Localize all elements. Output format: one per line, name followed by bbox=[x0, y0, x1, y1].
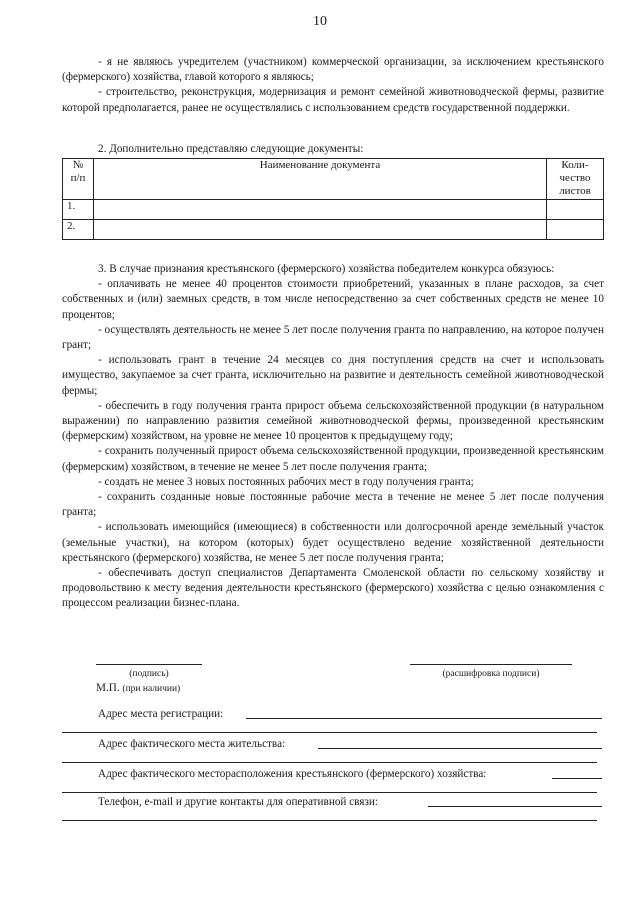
table-row bbox=[63, 220, 604, 240]
obligation-item: - сохранить созданные новые постоянные рабочие места в течение не менее 5 лет после получения гранта; bbox=[62, 491, 604, 519]
registration-address-label: Адрес места регистрации: bbox=[98, 708, 224, 720]
farm-location-field-2[interactable] bbox=[62, 792, 597, 793]
section-2-title: 2. Дополнительно представляю следующие документы: bbox=[98, 143, 364, 155]
obligation-item: - оплачивать не менее 40 процентов стоимости приобретений, указанных в плане расходов, за счет собственных и (или) заемных средств, в том числе непосредственно за счет собственных средств не менее 10 процентов; bbox=[62, 278, 604, 321]
row-sheet-count[interactable] bbox=[547, 200, 604, 220]
table-row bbox=[63, 200, 604, 220]
stamp-label: М.П. bbox=[96, 682, 120, 694]
obligation-item: - сохранить полученный прирост объема сельскохозяйственной продукции, произведенной крестьянским (фермерским) хозяйством, в течение не менее 5 лет после получения гранта; bbox=[62, 445, 604, 473]
row-number: 2. bbox=[63, 220, 94, 240]
stamp-note: (при наличии) bbox=[122, 684, 181, 694]
actual-residence-field-2[interactable] bbox=[62, 762, 597, 763]
row-number: 1. bbox=[63, 200, 94, 220]
actual-residence-field[interactable] bbox=[318, 748, 602, 749]
signature-label: (подпись) bbox=[129, 669, 169, 679]
obligation-item: - осуществлять деятельность не менее 5 лет после получения гранта по направлению, на которое получен грант; bbox=[62, 323, 604, 352]
intro-item-1: - я не являюсь учредителем (участником) коммерческой организации, за исключением крестьянского (фермерского) хозяйства, главой которого я являюсь; bbox=[62, 56, 604, 84]
intro-section bbox=[62, 55, 604, 116]
intro-item-2: - строительство, реконструкция, модернизация и ремонт семейной животноводческой фермы, развитие которой предполагается, ранее не осуществлялись с использованием средств государственной поддержки. bbox=[62, 86, 604, 114]
row-document-name[interactable] bbox=[94, 200, 547, 220]
signature-decode-label: (расшифровка подписи) bbox=[442, 669, 540, 679]
obligation-item: - обеспечить в году получения гранта прирост объема сельскохозяйственной продукции (в натуральном выражении) по направлению развития семейной животноводческой фермы, произведенной крестьянским (фермерским) хозяйством, на уровне не менее 10 процентов к предыдущему году; bbox=[62, 399, 604, 443]
signature-decode-line[interactable] bbox=[410, 664, 572, 665]
col-header-name: Наименование документа bbox=[94, 159, 547, 200]
phone-email-field-2[interactable] bbox=[62, 820, 597, 821]
registration-address-field[interactable] bbox=[246, 718, 602, 719]
col-header-number: № п/п bbox=[63, 159, 94, 200]
table-header-row bbox=[63, 159, 604, 200]
row-document-name[interactable] bbox=[94, 220, 547, 240]
stamp-block bbox=[96, 681, 180, 697]
section-3-title: 3. В случае признания крестьянского (фермерского) хозяйства победителем конкурса обязуюсь: bbox=[98, 263, 555, 275]
phone-email-field[interactable] bbox=[428, 806, 602, 807]
obligation-item: - обеспечивать доступ специалистов Департамента Смоленской области по сельскому хозяйству и продовольствию к месту ведения деятельности крестьянского (фермерского) хозяйства с целью ознакомления с процессом реализации бизнес-плана. bbox=[62, 567, 604, 610]
farm-location-label: Адрес фактического месторасположения крестьянского (фермерского) хозяйства: bbox=[98, 768, 487, 780]
obligation-item: - использовать грант в течение 24 месяцев со дня поступления средств на счет и использовать имущество, закупаемое за счет гранта, исключительно на развитие и деятельность семейной животноводческой фермы; bbox=[62, 354, 604, 397]
phone-email-label: Телефон, e-mail и другие контакты для оперативной связи: bbox=[98, 796, 378, 808]
section-3 bbox=[62, 262, 604, 612]
actual-residence-label: Адрес фактического места жительства: bbox=[98, 738, 286, 750]
registration-address-field-2[interactable] bbox=[62, 732, 597, 733]
page-number: 10 bbox=[313, 14, 327, 29]
col-header-count: Коли-чество листов bbox=[547, 159, 604, 200]
documents-table bbox=[62, 158, 604, 240]
obligation-item: - использовать имеющийся (имеющиеся) в собственности или долгосрочной аренде земельный участок (земельные участки), на котором (которых) будет осуществлено ведение хозяйственной деятельности крестьянского (фермерского) хозяйства, не менее 5 лет после получения гранта; bbox=[62, 521, 604, 564]
section-2-title-wrap bbox=[62, 142, 604, 157]
obligation-item: - создать не менее 3 новых постоянных рабочих мест в году получения гранта; bbox=[98, 475, 474, 488]
signature-line[interactable] bbox=[96, 664, 202, 665]
row-sheet-count[interactable] bbox=[547, 220, 604, 240]
farm-location-field[interactable] bbox=[552, 778, 602, 779]
